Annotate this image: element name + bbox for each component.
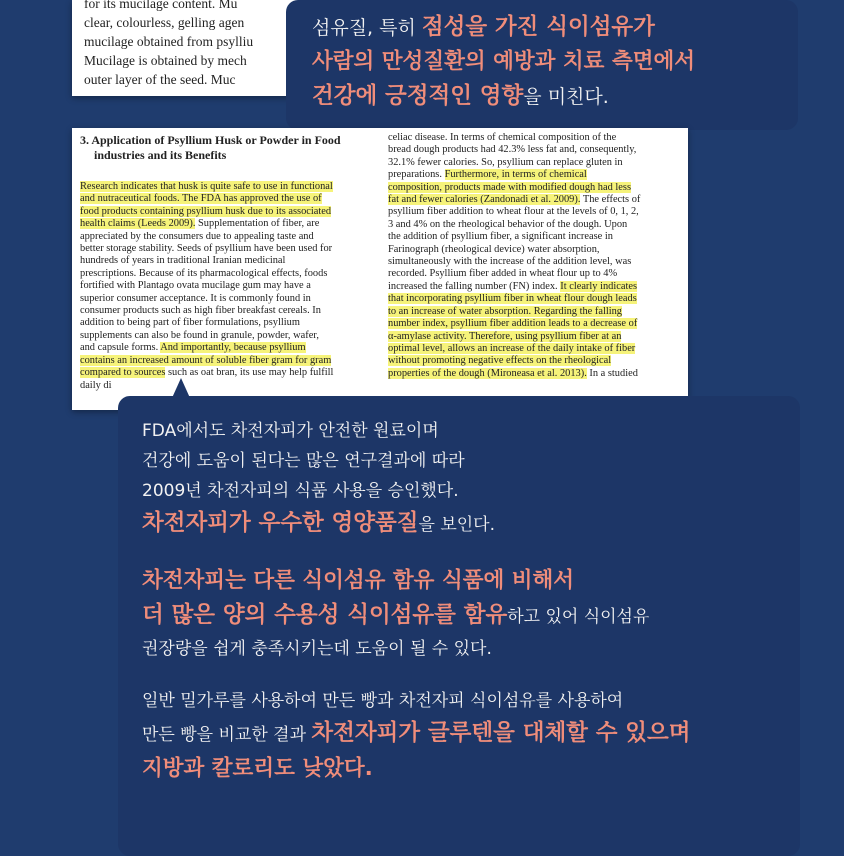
card-text-line	[142, 598, 782, 634]
paper-text: 32.1% fewer calories. So, psyllium can replace gluten in	[388, 156, 623, 168]
highlighted-text: It clearly indicates	[560, 280, 638, 292]
highlighted-text: food products containing psyllium husk due to its associated	[80, 205, 332, 217]
paper-text: increased the falling number (FN) index.	[388, 280, 561, 292]
paper-top-line: outer layer of the seed. Muc	[84, 72, 236, 87]
card-text-line	[142, 716, 782, 752]
card-highlight: 더 많은 양의 수용성 식이섬유를 함유	[142, 602, 508, 628]
card-top-highlight: 건강에 긍정적인 영향	[312, 83, 524, 109]
card-top-highlight: 점성을 가진 식이섬유가	[421, 14, 655, 40]
highlighted-text: properties of the dough (Mironeasa et al. 2013).	[388, 367, 587, 379]
highlighted-text: fat and fewer calories (Zandonadi et al. 2009).	[388, 194, 581, 206]
highlighted-text: contains an increased amount of soluble fiber gram for gram	[80, 354, 332, 366]
paper-text: Supplementation of fiber, are	[195, 218, 320, 230]
paper-text: 3 and 4% on the rheological behavior of the dough. Upon	[388, 218, 628, 230]
card-highlight-line: 지방과 칼로리도 낮았다.	[142, 756, 373, 781]
card-pointer	[172, 378, 190, 398]
card-text: 하고 있어 식이섬유	[507, 607, 650, 627]
card-text-line: 2009년 차전자피의 식품 사용을 승인했다.	[142, 481, 459, 501]
card-text-line	[142, 506, 782, 542]
highlighted-text: without promoting negative effects on the rheological	[388, 355, 612, 367]
paper-top-line: mucilage obtained from psylliu	[84, 34, 254, 49]
paper-excerpt-main	[72, 128, 688, 410]
paper-right-column	[388, 132, 678, 380]
paper-text: daily di	[80, 379, 112, 391]
paper-left-column	[80, 133, 372, 392]
card-top-text: 을 미친다.	[523, 86, 609, 108]
highlighted-text: And importantly, because psyllium	[160, 342, 306, 354]
card-highlight-line: 차전자피는 다른 식이섬유 함유 식품에 비해서	[142, 568, 575, 593]
paragraph-gap	[142, 664, 782, 686]
paper-top-line: clear, colourless, gelling agen	[84, 15, 245, 30]
highlighted-text: to an increase of water absorption. Regarding the falling	[388, 305, 622, 317]
highlighted-text: composition, products made with modified dough had less	[388, 181, 631, 193]
highlighted-text: health claims (Leeds 2009).	[80, 218, 196, 230]
paper-text: prescriptions. Because of its pharmacological effects, foods	[80, 267, 328, 279]
paper-text: addition to being part of fiber formulations, psyllium	[80, 317, 300, 329]
paper-text: hundreds of years in traditional Iranian medicinal	[80, 255, 286, 267]
paper-text: and capsule forms.	[80, 342, 161, 354]
paper-top-line: Mucilage is obtained by mech	[84, 53, 247, 68]
card-text: 만든 빵을 비교한 결과	[142, 725, 312, 745]
card-top-line-3	[312, 79, 792, 114]
paper-text: such as oat bran, its use may help fulfill	[165, 367, 334, 379]
paper-text: simultaneously with the increase of the addition level, was	[388, 256, 632, 268]
paper-text: recorded. Psyllium fiber added in wheat flour up to 4%	[388, 268, 618, 280]
paper-text: The effects of	[580, 194, 641, 206]
paper-text: fortified with Plantago ovata mucilage gum may have a	[80, 280, 311, 292]
paper-text: superior consumer acceptance. It is commonly found in	[80, 292, 311, 304]
card-text-line: 일반 밀가루를 사용하여 만든 빵과 차전자피 식이섬유를 사용하여	[142, 691, 624, 711]
paper-text: the addition of psyllium fiber, a significant increase in	[388, 231, 613, 243]
summary-card-bottom	[118, 396, 800, 856]
card-text-line: 건강에 도움이 된다는 많은 연구결과에 따라	[142, 451, 465, 471]
highlighted-text: and nutraceutical foods. The FDA has approved the use of	[80, 193, 322, 205]
highlighted-text: that incorporating psyllium fiber in wheat flour dough leads	[388, 293, 637, 305]
paragraph-gap	[142, 542, 782, 564]
paper-text: celiac disease. In terms of chemical composition of the	[388, 132, 617, 143]
paper-text: preparations.	[388, 169, 445, 181]
card-highlight: 차전자피가 글루텐을 대체할 수 있으며	[311, 720, 691, 746]
card-text-line: 권장량을 쉽게 충족시키는데 도움이 될 수 있다.	[142, 639, 492, 659]
paper-text: appreciated by the consumers due to appealing taste and	[80, 230, 314, 242]
paper-text: bread dough products had 42.3% less fat and, consequently,	[388, 144, 637, 156]
paper-text: psyllium fiber addition to wheat flour at the levels of 0, 1, 2,	[388, 206, 639, 218]
section-heading: 3. Application of Psyllium Husk or Powder in Food industries and its Benefits	[80, 133, 341, 162]
highlighted-text: Furthermore, in terms of chemical	[444, 169, 587, 181]
paper-text: Farinograph (rheological device) water absorption,	[388, 243, 600, 255]
card-top-line-2: 사람의 만성질환의 예방과 치료 측면에서	[312, 49, 696, 74]
highlighted-text: optimal level, allows an increase of the daily intake of fiber	[388, 342, 636, 354]
highlighted-text: compared to sources	[80, 367, 166, 379]
highlighted-text: Research indicates that husk is quite safe to use in functional	[80, 181, 333, 192]
paper-text: supplements can also be found in granule, powder, wafer,	[80, 329, 319, 341]
card-text: 을 보인다.	[418, 515, 495, 535]
paper-text: consumer products such as high fiber breakfast cereals. In	[80, 305, 321, 317]
paper-text: better storage stability. Seeds of psyllium have been used for	[80, 243, 333, 255]
card-highlight: 차전자피가 우수한 영양품질	[142, 510, 419, 536]
paper-text: In a studied	[586, 367, 638, 379]
paper-top-line: for its mucilage content. Mu	[84, 0, 238, 11]
card-top-line-1	[312, 10, 792, 45]
highlighted-text: number index, psyllium fiber addition leads to a decrease of	[388, 318, 638, 330]
card-text-line: FDA에서도 차전자피가 안전한 원료이며	[142, 421, 439, 441]
summary-card-top	[286, 0, 798, 130]
card-top-text: 섬유질, 특히	[312, 17, 422, 39]
highlighted-text: α-amylase activity. Therefore, using psyllium fiber at an	[388, 330, 622, 342]
